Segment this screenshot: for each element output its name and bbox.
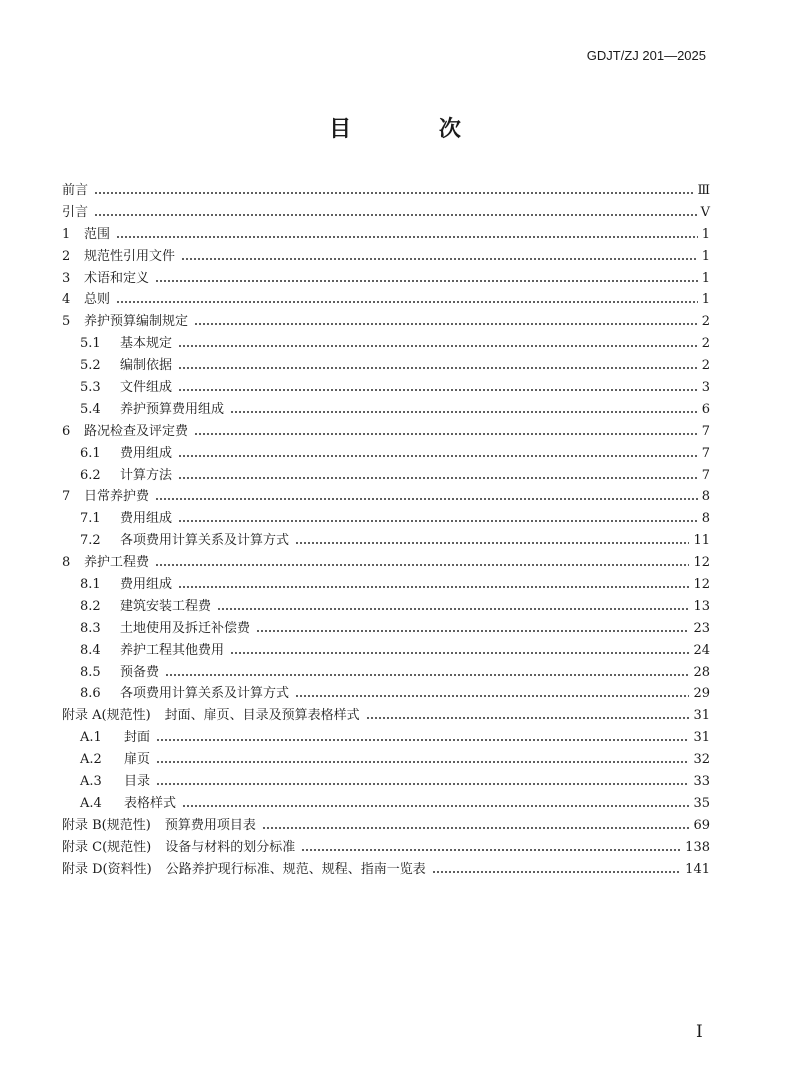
dot-leader bbox=[178, 344, 698, 348]
toc-entry-number: 附录 D(资料性) bbox=[62, 861, 152, 877]
toc-entry[interactable] bbox=[62, 574, 710, 596]
toc-entry-label: 日常养护费 bbox=[84, 489, 150, 505]
toc-entry-label: 范围 bbox=[84, 226, 111, 242]
toc-entry-label: 费用组成 bbox=[120, 445, 173, 461]
toc-entry-page: 69 bbox=[693, 817, 710, 833]
toc-entry[interactable] bbox=[62, 815, 710, 837]
dot-leader bbox=[155, 279, 698, 283]
toc-entry-number: 3 bbox=[62, 270, 71, 286]
toc-entry-page: 32 bbox=[693, 752, 710, 768]
toc-entry-number: 6.1 bbox=[80, 445, 101, 461]
dot-leader bbox=[432, 870, 681, 874]
toc-entry[interactable] bbox=[62, 530, 710, 552]
toc-entry-label: 编制依据 bbox=[120, 358, 173, 374]
toc-entry-page: 31 bbox=[693, 708, 710, 724]
toc-entry-label: 土地使用及拆迁补偿费 bbox=[120, 620, 251, 636]
toc-entry-label: 基本规定 bbox=[120, 336, 173, 352]
toc-entry-label: 计算方法 bbox=[120, 467, 173, 483]
toc-entry-label: 费用组成 bbox=[120, 511, 173, 527]
toc-entry-page: 28 bbox=[693, 664, 710, 680]
dot-leader bbox=[301, 848, 681, 852]
toc-entry[interactable] bbox=[62, 180, 710, 202]
dot-leader bbox=[155, 497, 698, 501]
toc-entry[interactable] bbox=[62, 486, 710, 508]
toc-entry-label: 各项费用计算关系及计算方式 bbox=[120, 533, 290, 549]
toc-entry-page: 23 bbox=[693, 620, 710, 636]
toc-entry-number: 7.1 bbox=[80, 511, 101, 527]
toc-entry-number: 5 bbox=[62, 314, 71, 330]
toc-entry[interactable] bbox=[62, 793, 710, 815]
toc-entry-number: 8.3 bbox=[80, 620, 101, 636]
toc-entry-page: 35 bbox=[693, 795, 710, 811]
toc-entry-label: 建筑安装工程费 bbox=[120, 598, 212, 614]
toc-entry[interactable] bbox=[62, 465, 710, 487]
toc-entry-page: 29 bbox=[693, 686, 710, 702]
toc-entry-number: 4 bbox=[62, 292, 71, 308]
toc-entry[interactable] bbox=[62, 749, 710, 771]
toc-entry-label: 公路养护现行标准、规范、规程、指南一览表 bbox=[165, 861, 426, 877]
toc-entry[interactable] bbox=[62, 683, 710, 705]
toc-entry-label: 封面 bbox=[124, 730, 151, 746]
toc-entry-page: V bbox=[700, 204, 710, 220]
toc-entry[interactable] bbox=[62, 421, 710, 443]
toc-entry[interactable] bbox=[62, 596, 710, 618]
toc-entry-label: 设备与材料的划分标准 bbox=[165, 839, 296, 855]
toc-entry-label: 养护工程费 bbox=[84, 555, 150, 571]
dot-leader bbox=[178, 585, 689, 589]
dot-leader bbox=[182, 804, 689, 808]
toc-entry[interactable] bbox=[62, 355, 710, 377]
toc-entry-number: 8.4 bbox=[80, 642, 101, 658]
toc-entry[interactable] bbox=[62, 771, 710, 793]
toc-entry-page: 2 bbox=[701, 314, 710, 330]
toc-entry-page: 7 bbox=[701, 423, 710, 439]
dot-leader bbox=[155, 563, 689, 567]
toc-entry[interactable] bbox=[62, 289, 710, 311]
toc-entry-label: 路况检查及评定费 bbox=[84, 423, 189, 439]
toc-entry-number: 2 bbox=[62, 248, 71, 264]
toc-entry-label: 封面、扉页、目录及预算表格样式 bbox=[164, 708, 360, 724]
page-number: I bbox=[696, 1022, 703, 1042]
toc-entry-page: 8 bbox=[701, 511, 710, 527]
toc-entry-page: 8 bbox=[701, 489, 710, 505]
toc-entry-number: 8.2 bbox=[80, 598, 101, 614]
toc-entry-label: 预算费用项目表 bbox=[164, 817, 256, 833]
toc-entry-number: 5.1 bbox=[80, 336, 101, 352]
toc-entry-page: 6 bbox=[701, 401, 710, 417]
toc-entry[interactable] bbox=[62, 443, 710, 465]
toc-entry-label: 表格样式 bbox=[124, 795, 177, 811]
toc-entry-number: A.2 bbox=[80, 752, 102, 768]
toc-entry-page: 1 bbox=[701, 270, 710, 286]
toc-entry-number: 5.4 bbox=[80, 401, 101, 417]
toc-entry-label: 各项费用计算关系及计算方式 bbox=[120, 686, 290, 702]
dot-leader bbox=[116, 235, 698, 239]
toc-entry[interactable] bbox=[62, 268, 710, 290]
toc-entry-number: 6.2 bbox=[80, 467, 101, 483]
toc-entry[interactable] bbox=[62, 377, 710, 399]
toc-entry-label: 养护预算编制规定 bbox=[84, 314, 189, 330]
dot-leader bbox=[178, 366, 698, 370]
toc-entry-page: Ⅲ bbox=[697, 183, 710, 198]
toc-entry-page: 3 bbox=[701, 380, 710, 396]
dot-leader bbox=[295, 694, 689, 698]
toc-entry-number: 附录 C(规范性) bbox=[62, 839, 152, 855]
dot-leader bbox=[178, 454, 698, 458]
toc-entry-number: 附录 A(规范性) bbox=[62, 708, 151, 724]
dot-leader bbox=[230, 651, 689, 655]
dot-leader bbox=[230, 410, 698, 414]
toc-entry[interactable] bbox=[62, 837, 710, 859]
toc-entry-page: 7 bbox=[701, 467, 710, 483]
toc-entry-number: 7 bbox=[62, 489, 71, 505]
toc-entry-page: 1 bbox=[701, 292, 710, 308]
toc-entry-page: 11 bbox=[693, 533, 710, 549]
dot-leader bbox=[262, 826, 690, 830]
dot-leader bbox=[94, 191, 693, 195]
toc-entry[interactable] bbox=[62, 859, 710, 881]
dot-leader bbox=[194, 432, 698, 436]
toc-entry[interactable] bbox=[62, 508, 710, 530]
dot-leader bbox=[156, 738, 689, 742]
dot-leader bbox=[94, 213, 697, 217]
dot-leader bbox=[256, 629, 689, 633]
dot-leader bbox=[178, 519, 698, 523]
toc-entry-number: 6 bbox=[62, 423, 71, 439]
dot-leader bbox=[295, 541, 689, 545]
toc-entry[interactable] bbox=[62, 246, 710, 268]
toc-entry[interactable] bbox=[62, 224, 710, 246]
toc-entry-page: 141 bbox=[685, 861, 710, 877]
dot-leader bbox=[217, 607, 689, 611]
toc-entry-label: 扉页 bbox=[124, 752, 151, 768]
dot-leader bbox=[156, 782, 689, 786]
toc-entry-label: 术语和定义 bbox=[84, 270, 150, 286]
toc-entry[interactable] bbox=[62, 202, 710, 224]
toc-entry-page: 12 bbox=[693, 577, 710, 593]
toc-entry-label: 总则 bbox=[84, 292, 111, 308]
dot-leader bbox=[181, 257, 698, 261]
page-title: 目 次 bbox=[329, 117, 501, 142]
toc-entry-number: 8.6 bbox=[80, 686, 101, 702]
toc-entry-page: 33 bbox=[693, 774, 710, 790]
toc-entry-number: 8 bbox=[62, 555, 71, 571]
toc-entry-number: 1 bbox=[62, 226, 71, 242]
toc-entry-label: 费用组成 bbox=[120, 577, 173, 593]
toc-entry[interactable] bbox=[62, 662, 710, 684]
toc-entry[interactable] bbox=[62, 333, 710, 355]
dot-leader bbox=[178, 476, 698, 480]
toc-entry-number: 附录 B(规范性) bbox=[62, 817, 151, 833]
dot-leader bbox=[194, 322, 698, 326]
toc-entry-page: 7 bbox=[701, 445, 710, 461]
toc-entry-label: 养护工程其他费用 bbox=[120, 642, 225, 658]
dot-leader bbox=[156, 760, 689, 764]
toc-entry-number: 5.2 bbox=[80, 358, 101, 374]
toc-entry-label: 文件组成 bbox=[120, 380, 173, 396]
toc-entry[interactable] bbox=[62, 640, 710, 662]
toc-entry-page: 1 bbox=[701, 226, 710, 242]
toc-entry[interactable] bbox=[62, 311, 710, 333]
toc-entry-page: 31 bbox=[693, 730, 710, 746]
toc-entry-number: A.1 bbox=[80, 730, 102, 746]
toc-entry-label: 目录 bbox=[124, 774, 151, 790]
toc-entry-page: 2 bbox=[701, 336, 710, 352]
toc-entry[interactable] bbox=[62, 727, 710, 749]
document-code: GDJT/ZJ 201—2025 bbox=[586, 48, 706, 63]
toc-entry-label: 前言 bbox=[62, 183, 89, 198]
toc-entry-label: 规范性引用文件 bbox=[84, 248, 176, 264]
table-of-contents bbox=[62, 180, 710, 881]
toc-entry-number: A.4 bbox=[80, 795, 102, 811]
toc-entry-page: 24 bbox=[693, 642, 710, 658]
toc-entry-number: 8.5 bbox=[80, 664, 101, 680]
toc-entry-page: 2 bbox=[701, 358, 710, 374]
toc-entry[interactable] bbox=[62, 705, 710, 727]
toc-entry-page: 138 bbox=[685, 839, 710, 855]
toc-entry-number: 7.2 bbox=[80, 533, 101, 549]
toc-entry-number: 5.3 bbox=[80, 380, 101, 396]
toc-entry-page: 1 bbox=[701, 248, 710, 264]
toc-entry-label: 养护预算费用组成 bbox=[120, 401, 225, 417]
dot-leader bbox=[116, 300, 698, 304]
toc-entry-page: 13 bbox=[693, 598, 710, 614]
toc-entry-label: 引言 bbox=[62, 204, 89, 220]
toc-entry[interactable] bbox=[62, 399, 710, 421]
toc-entry-number: A.3 bbox=[80, 774, 102, 790]
toc-entry[interactable] bbox=[62, 552, 710, 574]
toc-entry-page: 12 bbox=[693, 555, 710, 571]
dot-leader bbox=[178, 388, 698, 392]
toc-entry-label: 预备费 bbox=[120, 664, 160, 680]
toc-entry[interactable] bbox=[62, 618, 710, 640]
dot-leader bbox=[366, 716, 690, 720]
toc-entry-number: 8.1 bbox=[80, 577, 101, 593]
dot-leader bbox=[165, 673, 689, 677]
